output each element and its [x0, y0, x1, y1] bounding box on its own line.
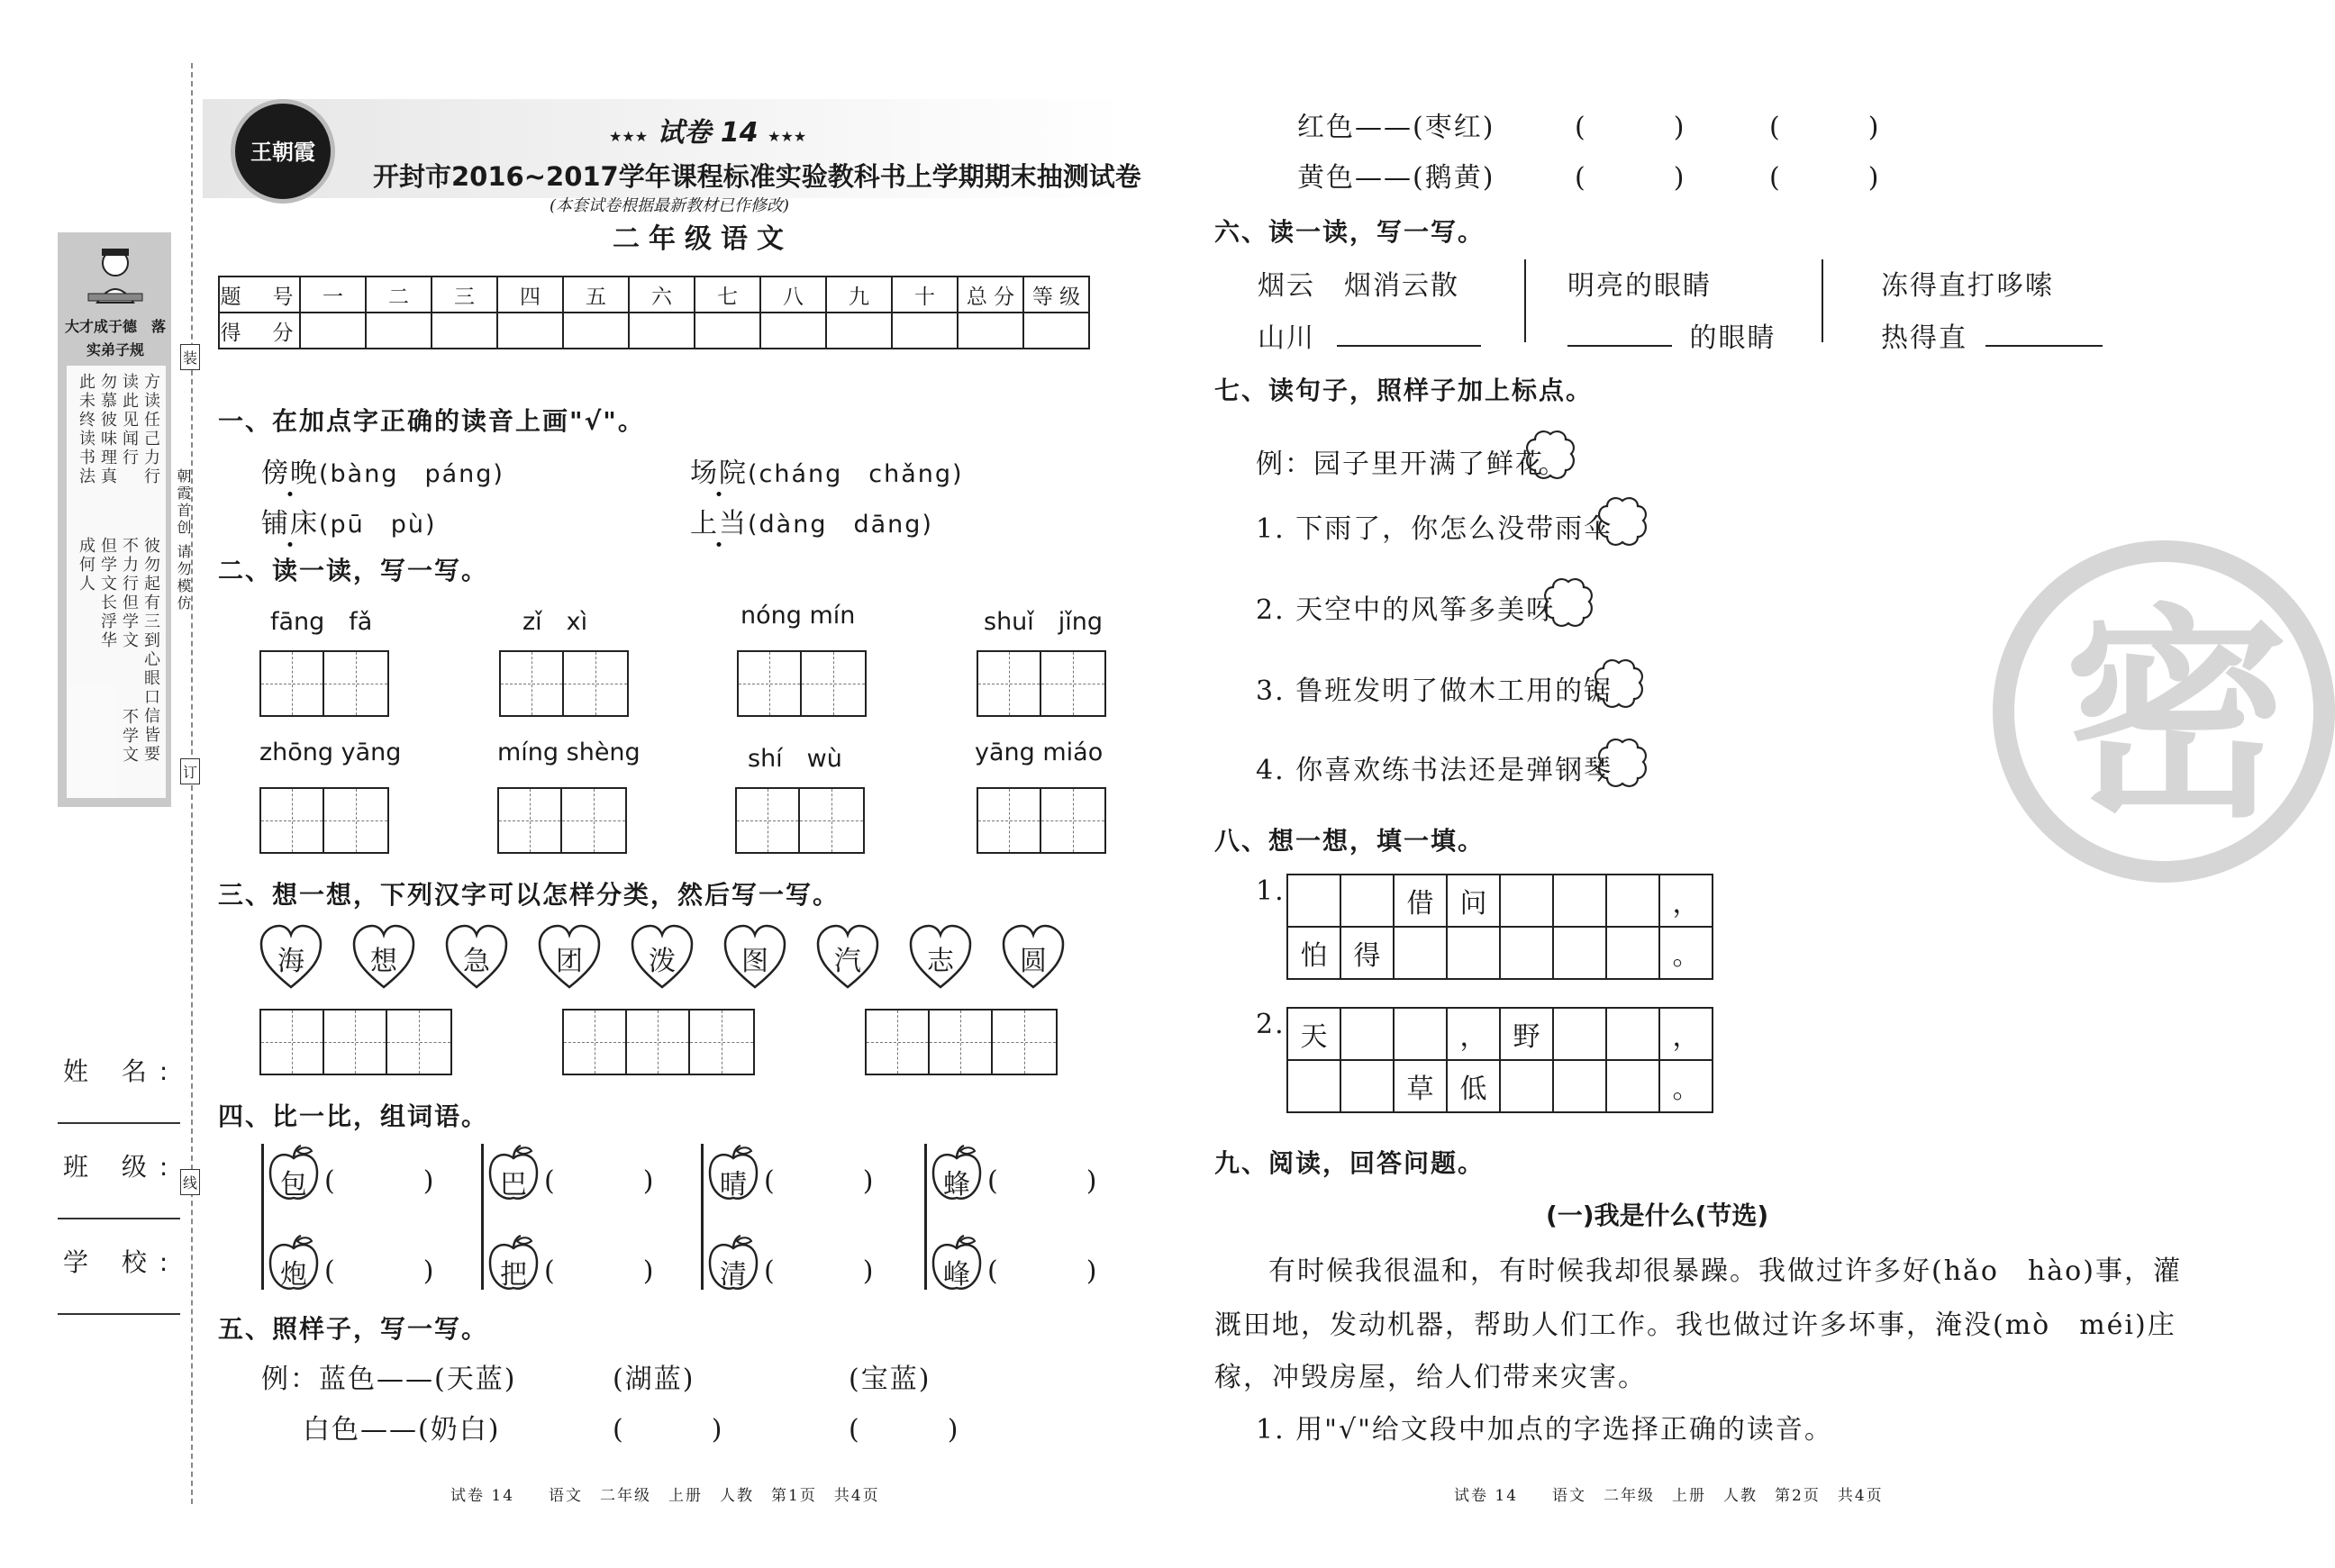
q5-red-b[interactable]: ( ) [1769, 112, 1881, 143]
q8-grid-row [1287, 927, 1713, 979]
q6-divider [1524, 259, 1526, 342]
seal-watermark: 密 [1993, 540, 2335, 883]
class-label: 班 级: [63, 1152, 181, 1182]
apple-char: 清 [706, 1234, 760, 1293]
q5-yellow-b[interactable]: ( ) [1769, 162, 1881, 194]
q2-writing-box[interactable] [499, 650, 629, 717]
fold-mark-2: 订 [180, 758, 200, 784]
heart-char: 海 [259, 924, 323, 989]
heart-char: 泼 [631, 924, 694, 989]
cloud-icon [1596, 495, 1649, 549]
q8-grid-row [1287, 1060, 1713, 1112]
apple-char: 炮 [267, 1234, 321, 1293]
heart-char: 汽 [816, 924, 879, 989]
bracket-bar [924, 1144, 927, 1290]
heart-char: 团 [538, 924, 601, 989]
q2-pinyin-6: míng shèng [497, 739, 641, 766]
q8-grid-cell[interactable] [1553, 1060, 1606, 1112]
fold-mark-1: 装 [180, 344, 200, 370]
school-field[interactable] [58, 1313, 180, 1315]
q2-pinyin-8: yāng miáo [975, 739, 1104, 766]
q1-item-2: 场院(cháng chǎng) [690, 458, 964, 489]
q1-item-3: 铺床(pū pù) [261, 508, 437, 539]
name-field[interactable] [58, 1122, 180, 1124]
q2-pinyin-2: zǐ xì [522, 608, 588, 636]
q7-sentence: 1. 下雨了，你怎么没带雨伞 [1256, 513, 1613, 545]
q6-title: 六、读一读，写一写。 [1214, 217, 1485, 247]
q2-pinyin-5: zhōng yāng [259, 739, 402, 766]
fold-mark-3: 线 [180, 1169, 200, 1195]
q1-title: 一、在加点字正确的读音上画"√"。 [218, 406, 645, 436]
q7-answer-cloud[interactable] [1596, 495, 1647, 549]
apple-char: 巴 [486, 1144, 541, 1203]
q8-grid-cell: 。 [1659, 1060, 1713, 1112]
q1-item-4: 上当(dàng dāng) [690, 508, 933, 539]
q4-answer-paren[interactable]: ( ) [544, 1255, 656, 1287]
q2-writing-box[interactable] [977, 787, 1106, 854]
q6-blank-2[interactable] [1567, 345, 1672, 347]
q2-writing-box[interactable] [737, 650, 867, 717]
logo-badge [231, 99, 335, 204]
q8-grid-1 [1286, 874, 1713, 980]
heart-char: 圆 [1002, 924, 1065, 989]
apple-char: 峰 [930, 1234, 984, 1293]
q3-title: 三、想一想，下列汉字可以怎样分类，然后写一写。 [218, 880, 840, 910]
q5-row-red: 红色——(枣红) [1297, 112, 1495, 143]
q7-sentence: 4. 你喜欢练书法还是弹钢琴 [1256, 755, 1613, 786]
q8-grid-2 [1286, 1007, 1713, 1113]
q2-pinyin-1: fāng fǎ [270, 608, 373, 636]
q4-answer-paren[interactable]: ( ) [987, 1255, 1099, 1287]
q3-writing-box[interactable] [865, 1009, 1058, 1075]
q7-sentence: 2. 天空中的风筝多美呀 [1256, 594, 1556, 626]
q5-example-a: (湖蓝) [613, 1364, 695, 1395]
q8-grid-cell: 野 [1500, 1008, 1553, 1060]
q2-writing-box[interactable] [259, 650, 389, 717]
q7-title: 七、读句子，照样子加上标点。 [1214, 376, 1594, 405]
cloud-icon [1596, 737, 1649, 791]
q6-col2-top: 明亮的眼睛 [1567, 270, 1712, 302]
name-label: 姓 名: [63, 1056, 181, 1086]
q7-example: 例：园子里开满了鲜花 [1256, 449, 1544, 480]
q8-grid-cell[interactable] [1340, 1008, 1394, 1060]
q6-col3-bottom: 热得直 [1881, 315, 2103, 355]
q8-grid-cell: ， [1659, 875, 1713, 927]
q8-grid-cell[interactable] [1287, 1060, 1340, 1112]
q2-writing-box[interactable] [977, 650, 1106, 717]
q8-grid-cell[interactable] [1553, 875, 1606, 927]
q6-col1-top: 烟云 烟消云散 [1258, 270, 1459, 302]
q8-grid-cell: 草 [1394, 1060, 1447, 1112]
q8-number-1: 1. [1256, 875, 1286, 907]
q8-title: 八、想一想，填一填。 [1214, 826, 1485, 856]
star-icon: ★★★ [768, 128, 807, 145]
q6-blank-1[interactable] [1337, 345, 1481, 347]
q6-divider [1822, 259, 1823, 342]
q8-number-2: 2. [1256, 1009, 1286, 1040]
passage-line-1: 有时候我很温和，有时候我却很暴躁。我做过许多好(hǎo hào)事，灌 [1268, 1255, 2182, 1287]
q4-answer-paren[interactable]: ( ) [324, 1165, 436, 1197]
apple-char: 包 [267, 1144, 321, 1203]
cloud-icon [1542, 576, 1595, 630]
q5-example-b: (宝蓝) [849, 1364, 931, 1395]
score-input-row: 得 分 [219, 313, 1089, 349]
q8-grid-cell: ， [1659, 1008, 1713, 1060]
motto-columns: 方读任己力行 读此见闻行 勿慕彼味理真 此未终读书法 彼勿起有三到心眼口信皆要 不力行但学文 但学文长浮华 成何人 不学文 [67, 366, 166, 798]
q5-example-row: 例：蓝色——(天蓝) [261, 1364, 517, 1395]
bracket-bar [481, 1144, 484, 1290]
bracket-bar [701, 1144, 704, 1290]
q9-title: 九、阅读，回答问题。 [1214, 1148, 1485, 1178]
q6-col3-top: 冻得直打哆嗦 [1881, 270, 2054, 302]
q5-yellow-a[interactable]: ( ) [1575, 162, 1686, 194]
q4-answer-paren[interactable]: ( ) [987, 1165, 1099, 1197]
q8-grid-cell[interactable] [1606, 927, 1659, 979]
q8-grid-cell[interactable] [1553, 927, 1606, 979]
q8-grid-cell[interactable] [1447, 927, 1500, 979]
q8-grid-cell[interactable] [1394, 927, 1447, 979]
score-table [218, 276, 1090, 349]
q6-blank-3[interactable] [1985, 345, 2103, 347]
q5-row-white: 白色——(奶白) [303, 1414, 501, 1446]
passage-line-3: 稼，冲毁房屋，给人们带来灾害。 [1214, 1362, 1647, 1393]
q5-row-yellow: 黄色——(鹅黄) [1297, 162, 1495, 194]
school-label: 学 校: [63, 1247, 181, 1277]
q4-answer-paren[interactable]: ( ) [764, 1255, 876, 1287]
heart-char: 志 [909, 924, 972, 989]
q7-sentence: 3. 鲁班发明了做木工用的锯 [1256, 675, 1613, 707]
q4-title: 四、比一比，组词语。 [218, 1101, 489, 1131]
heart-char: 想 [352, 924, 415, 989]
apple-char: 晴 [706, 1144, 760, 1203]
q8-grid-cell[interactable] [1394, 1008, 1447, 1060]
q8-grid-row [1287, 1008, 1713, 1060]
footer-left: 试卷 14 语文 二年级 上册 人教 第1页 共4页 [450, 1487, 880, 1505]
q8-grid-cell: ， [1447, 1008, 1500, 1060]
q2-pinyin-7: shí wù [748, 745, 842, 773]
q8-grid-cell[interactable] [1606, 875, 1659, 927]
star-icon: ★★★ [609, 128, 649, 145]
q8-grid-cell: 低 [1447, 1060, 1500, 1112]
exam-title: 开封市2016~2017学年课程标准实验教科书上学期期末抽测试卷 [373, 161, 1141, 192]
q7-answer-cloud[interactable] [1596, 737, 1647, 791]
score-header-row: 题 号 一 二 三 四 五 六 七 八 九 十 总 分 等 级 [219, 276, 1089, 313]
sidebar-motto-panel [58, 232, 171, 807]
q7-answer-cloud[interactable] [1542, 576, 1593, 630]
q7-example-cloud: 。 [1524, 429, 1575, 483]
passage-line-2: 溉田地，发动机器，帮助人们工作。我也做过许多坏事，淹没(mò méi)庄 [1214, 1310, 2176, 1341]
passage-title: (一)我是什么(节选) [1546, 1201, 1769, 1230]
q8-grid-cell[interactable] [1606, 1008, 1659, 1060]
footer-right: 试卷 14 语文 二年级 上册 人教 第2页 共4页 [1454, 1487, 1884, 1505]
q8-grid-cell: 天 [1287, 1008, 1340, 1060]
q8-grid-cell[interactable] [1606, 1060, 1659, 1112]
q6-col1-bottom: 山川 [1258, 315, 1481, 355]
motto: 大才成于德 落实弟子规 [65, 318, 167, 358]
cloud-icon [1593, 657, 1645, 711]
q5-title: 五、照样子，写一写。 [218, 1314, 489, 1344]
q8-grid-cell: 得 [1340, 927, 1394, 979]
heart-char: 图 [723, 924, 786, 989]
q2-pinyin-3: nóng mín [740, 602, 856, 630]
q8-grid-cell[interactable] [1340, 875, 1394, 927]
q8-grid-cell[interactable] [1500, 927, 1553, 979]
q8-grid-cell: 问 [1447, 875, 1500, 927]
student-figure-icon [79, 240, 151, 312]
q6-col2-bottom: 的眼睛 [1567, 315, 1776, 355]
q9-question-1: 1. 用"√"给文段中加点的字选择正确的读音。 [1256, 1414, 1833, 1446]
q8-grid-cell[interactable] [1287, 875, 1340, 927]
q2-pinyin-4: shuǐ jǐng [984, 608, 1104, 636]
q8-grid-cell[interactable] [1340, 1060, 1394, 1112]
grade-subject: 二年级语文 [613, 223, 793, 255]
q8-grid-cell[interactable] [1500, 1060, 1553, 1112]
q7-answer-cloud[interactable] [1593, 657, 1643, 711]
q2-writing-box[interactable] [497, 787, 627, 854]
heart-char: 急 [445, 924, 508, 989]
q4-answer-paren[interactable]: ( ) [324, 1255, 436, 1287]
exam-subtitle: (本套试卷根据最新教材已作修改) [550, 196, 790, 215]
q5-white-b[interactable]: ( ) [849, 1414, 960, 1446]
q8-grid-cell[interactable] [1500, 875, 1553, 927]
class-field[interactable] [58, 1218, 180, 1219]
q2-writing-box[interactable] [735, 787, 865, 854]
logo-text: 王朝霞 [250, 139, 315, 165]
q8-grid-cell[interactable] [1553, 1008, 1606, 1060]
q5-white-a[interactable]: ( ) [613, 1414, 724, 1446]
bracket-bar [261, 1144, 264, 1290]
q4-answer-paren[interactable]: ( ) [764, 1165, 876, 1197]
q3-writing-box[interactable] [259, 1009, 452, 1075]
q3-writing-box[interactable] [562, 1009, 755, 1075]
q4-answer-paren[interactable]: ( ) [544, 1165, 656, 1197]
q8-grid-cell: 借 [1394, 875, 1447, 927]
q5-red-a[interactable]: ( ) [1575, 112, 1686, 143]
paper-label: ★★★ 试卷 14 ★★★ [609, 117, 807, 149]
q1-item-1: 傍晚(bàng páng) [261, 458, 504, 489]
q2-writing-box[interactable] [259, 787, 389, 854]
apple-char: 蜂 [930, 1144, 984, 1203]
q8-grid-cell: 怕 [1287, 927, 1340, 979]
q8-grid-row [1287, 875, 1713, 927]
vertical-note: 朝霞首创 请勿模仿 [175, 468, 192, 613]
q2-title: 二、读一读，写一写。 [218, 556, 489, 585]
q8-grid-cell: 。 [1659, 927, 1713, 979]
apple-char: 把 [486, 1234, 541, 1293]
